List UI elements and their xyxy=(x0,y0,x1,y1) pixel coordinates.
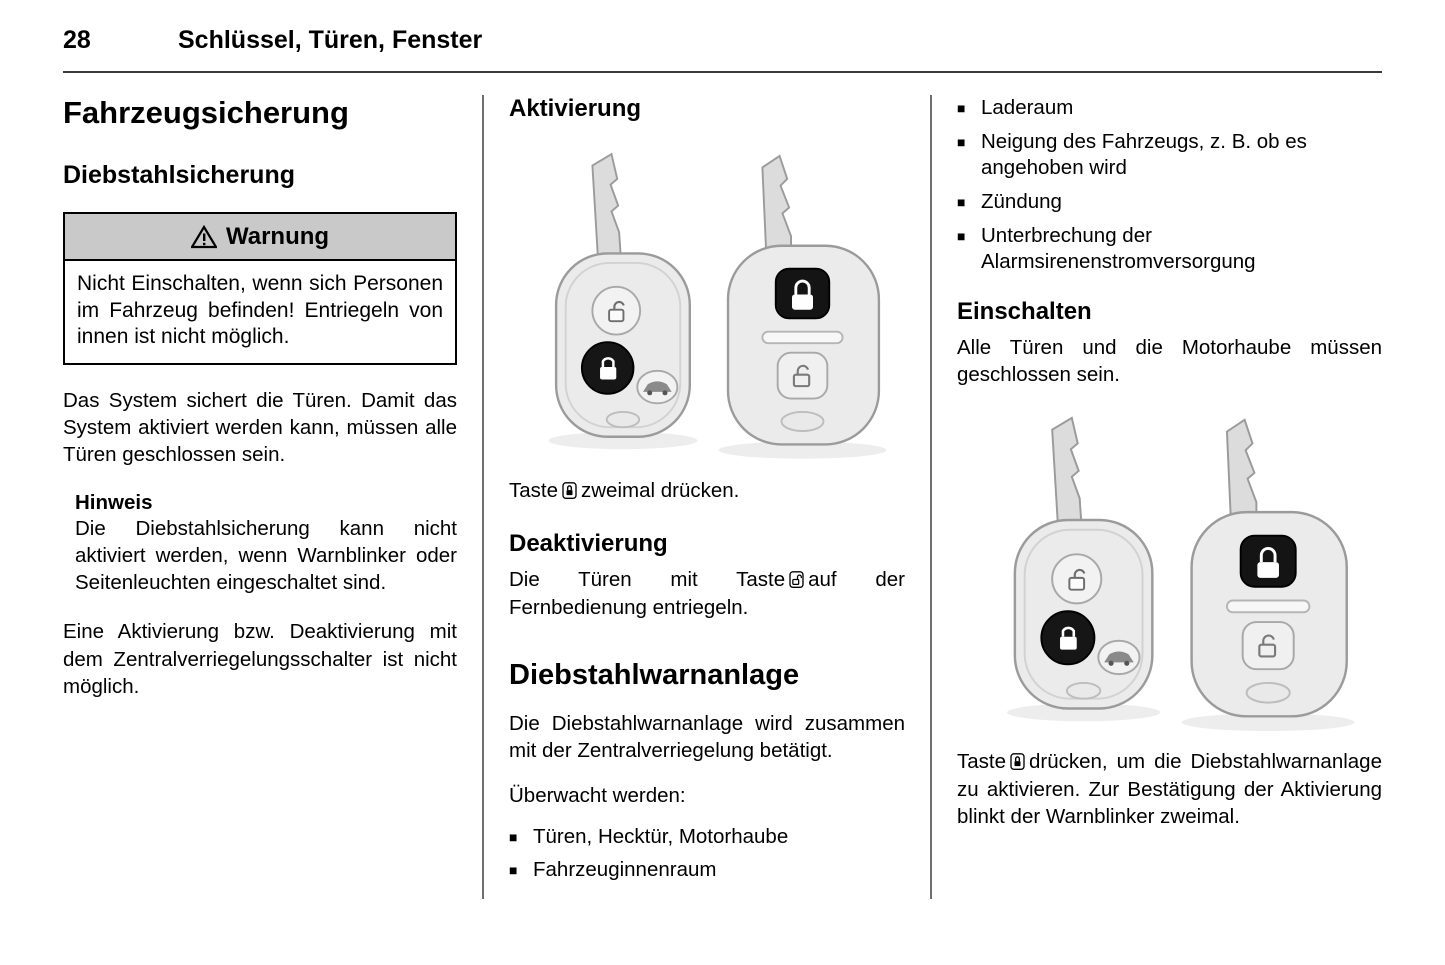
alarm-paragraph: Die Diebstahlwarnanlage wird zusammen mit der Zentralverriegelung betätigt. xyxy=(509,711,905,762)
column-middle xyxy=(509,77,905,909)
list-item xyxy=(957,223,1382,276)
monitored-intro: Überwacht werden: xyxy=(509,784,686,808)
warning-box xyxy=(63,212,457,365)
column-left xyxy=(63,77,457,909)
column-divider xyxy=(482,95,484,899)
caption-text: Die Türen mit Taste xyxy=(509,568,786,592)
remote-keys-figure xyxy=(509,145,905,463)
header-rule xyxy=(63,71,1382,73)
chapter-heading: Fahrzeugsicherung xyxy=(63,95,349,130)
three-column-layout xyxy=(63,77,1382,909)
bullet-icon: ■ xyxy=(957,133,966,150)
body-paragraph: Das System sichert die Türen. Damit das System aktiviert werden kann, müssen alle Türen geschlossen sein. xyxy=(63,388,457,467)
activation-caption xyxy=(509,477,905,504)
section-title: Schlüssel, Türen, Fenster xyxy=(178,26,483,54)
unlock-button-icon xyxy=(789,570,804,589)
note-label: Hinweis xyxy=(75,490,153,514)
list-item-text: Zündung xyxy=(981,189,1062,213)
list-item xyxy=(957,189,1382,216)
bullet-icon: ■ xyxy=(957,100,966,116)
bullet-icon: ■ xyxy=(957,193,966,210)
column-divider xyxy=(930,95,932,899)
switch-on-text: Alle Türen und die Motorhaube müssen geschlossen sein. xyxy=(957,335,1382,387)
caption-text: zweimal drücken. xyxy=(581,479,740,502)
remote-keys-illustration xyxy=(516,145,898,463)
activation-heading: Aktivierung xyxy=(509,95,642,122)
caption-text: Taste xyxy=(509,479,558,502)
warning-label: Warnung xyxy=(225,222,330,250)
caption-text: drücken, um die Diebstahlwarnanlage zu aktivieren. Zur Bestätigung der Aktivierung blinkt der Warnblinker zweimal. xyxy=(957,750,1382,828)
body-paragraph: Eine Aktivierung bzw. Deaktivierung mit dem Zentralverriegelungsschalter ist nicht möglich. xyxy=(63,620,457,698)
list-item xyxy=(957,95,1382,122)
final-caption xyxy=(957,748,1382,830)
list-item xyxy=(957,129,1382,182)
monitored-list xyxy=(509,824,905,884)
bullet-icon: ■ xyxy=(509,862,518,879)
list-item-text: Neigung des Fahrzeugs, z. B. ob es angehoben wird xyxy=(981,129,1307,180)
bullet-icon: ■ xyxy=(957,227,966,244)
list-item xyxy=(509,824,905,851)
note-text: Die Diebstahlsicherung kann nicht aktiviert werden, wenn Warnblinker oder Seitenleuchten eingeschaltet sind. xyxy=(75,516,457,595)
remote-keys-figure-2 xyxy=(957,410,1382,734)
topic-heading: Diebstahlsicherung xyxy=(63,161,295,189)
column-right xyxy=(957,77,1382,909)
page-header xyxy=(63,26,1382,55)
warning-text: Nicht Einschalten, wenn sich Personen im Fahrzeug befinden! Entriegeln von innen ist nicht möglich. xyxy=(77,272,443,349)
monitored-list-continued xyxy=(957,95,1382,276)
caption-text: Taste xyxy=(957,750,1006,774)
deactivation-heading: Deaktivierung xyxy=(509,530,668,558)
list-item-text: Unterbrechung der Alarmsirenenstromversorgung xyxy=(981,223,1256,274)
alarm-system-heading: Diebstahlwarnanlage xyxy=(509,658,800,691)
remote-keys-illustration xyxy=(965,410,1375,734)
switch-on-heading: Einschalten xyxy=(957,297,1092,325)
bullet-icon: ■ xyxy=(509,828,518,845)
lock-button-icon xyxy=(562,481,577,500)
note-block xyxy=(63,491,457,597)
list-item-text: Türen, Hecktür, Motorhaube xyxy=(533,824,789,848)
list-item-text: Fahrzeuginnenraum xyxy=(533,858,717,882)
page-number: 28 xyxy=(63,26,91,54)
caption-text: auf der Fernbedienung entriegeln. xyxy=(509,568,905,619)
list-item-text: Laderaum xyxy=(981,96,1074,119)
warning-box-header xyxy=(65,214,455,261)
list-item xyxy=(509,857,905,884)
lock-button-icon xyxy=(1010,752,1025,771)
warning-icon xyxy=(191,225,217,249)
deactivation-text xyxy=(509,566,905,621)
